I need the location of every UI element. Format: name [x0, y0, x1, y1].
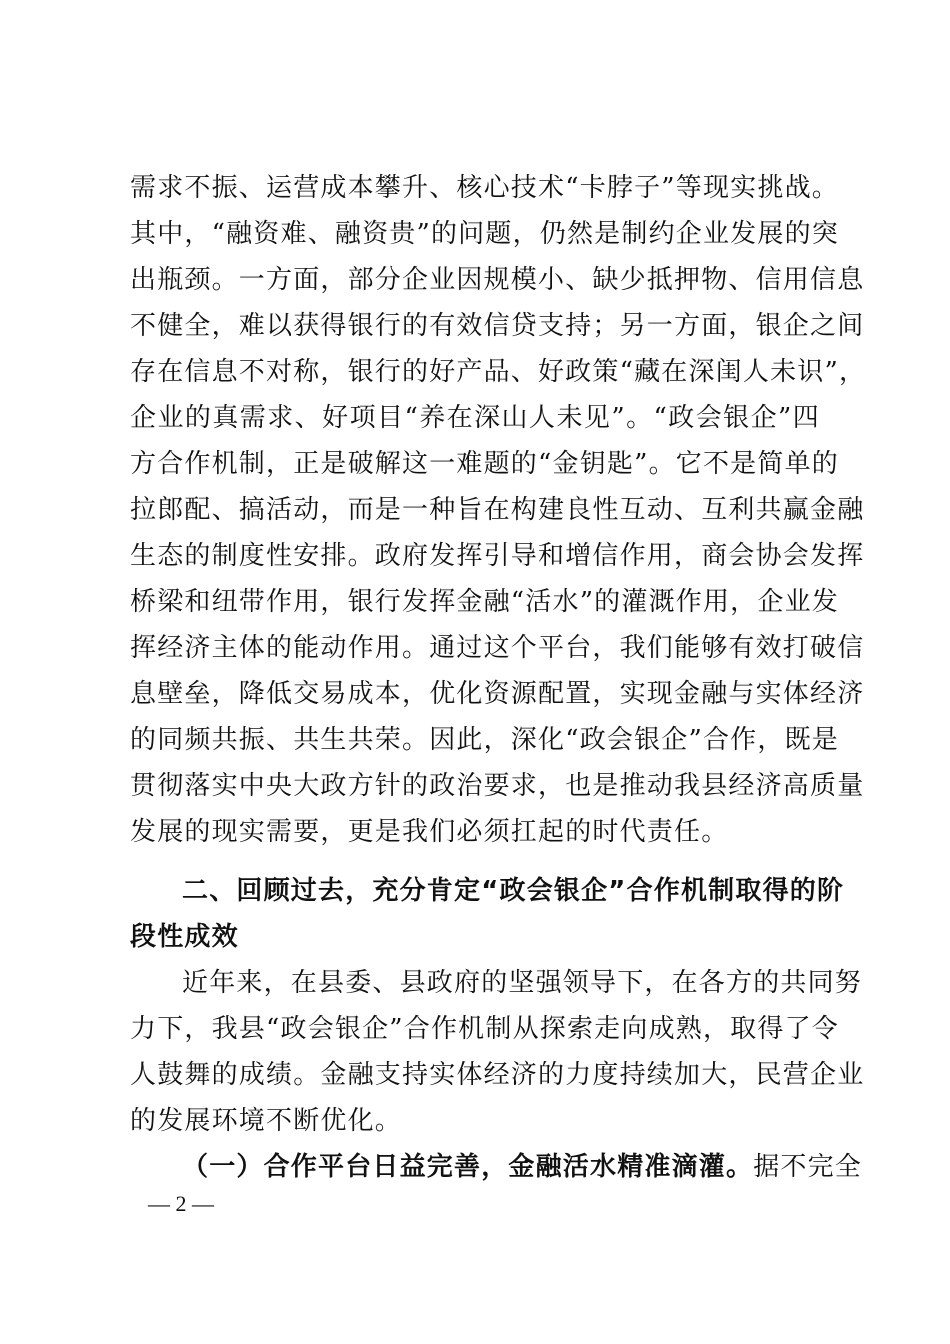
paragraph-line: 拉郎配、搞活动，而是一种旨在构建良性互动、互利共赢金融	[130, 495, 865, 525]
paragraph-line: 需求不振、运营成本攀升、核心技术“卡脖子”等现实挑战。	[130, 173, 839, 203]
paragraph-line: 挥经济主体的能动作用。通过这个平台，我们能够有效打破信	[130, 633, 865, 663]
paragraph-line: 存在信息不对称，银行的好产品、好政策“藏在深闺人未识”，	[130, 357, 867, 387]
paragraph-platform	[130, 1144, 863, 1190]
paragraph-line: 出瓶颈。一方面，部分企业因规模小、缺少抵押物、信用信息	[130, 265, 865, 295]
paragraph-line: 的同频共振、共生共荣。因此，深化“政会银企”合作，既是	[130, 725, 839, 755]
section-heading	[130, 868, 845, 960]
paragraph-line: 力下，我县“政会银企”合作机制从探索走向成熟，取得了令	[130, 1014, 839, 1044]
paragraph-line: 的发展环境不断优化。	[130, 1106, 403, 1136]
paragraph-line	[130, 1144, 863, 1190]
paragraph-line: 桥梁和纽带作用，银行发挥金融“活水”的灌溉作用，企业发	[130, 587, 839, 617]
paragraph-line: 贯彻落实中央大政方针的政治要求，也是推动我县经济高质量	[130, 771, 865, 801]
paragraph-line: 企业的真需求、好项目“养在深山人未见”。“政会银企”四	[130, 403, 820, 433]
paragraph-line: 生态的制度性安排。政府发挥引导和增信作用，商会协会发挥	[130, 541, 865, 571]
paragraph-line: 其中，“融资难、融资贵”的问题，仍然是制约企业发展的突	[130, 219, 839, 249]
sub-heading: （一）合作平台日益完善，金融活水精准滴灌。	[182, 1152, 754, 1182]
paragraph-line: 人鼓舞的成绩。金融支持实体经济的力度持续加大，民营企业	[130, 1060, 865, 1090]
paragraph-challenges	[130, 165, 867, 855]
paragraph-achievements	[130, 960, 865, 1144]
paragraph-line: 方合作机制，正是破解这一难题的“金钥匙”。它不是简单的	[130, 449, 839, 479]
paragraph-line: 息壁垒，降低交易成本，优化资源配置，实现金融与实体经济	[130, 679, 865, 709]
page-number: — 2 —	[148, 1191, 214, 1216]
section-heading-line: 段性成效	[130, 922, 239, 952]
paragraph-text: 据不完全	[753, 1152, 863, 1182]
paragraph-line: 发展的现实需要，更是我们必须扛起的时代责任。	[130, 817, 729, 847]
paragraph-line: 近年来，在县委、县政府的坚强领导下，在各方的共同努	[182, 968, 863, 998]
section-heading-line: 二、回顾过去，充分肯定“政会银企”合作机制取得的阶	[182, 876, 845, 906]
paragraph-line: 不健全，难以获得银行的有效信贷支持；另一方面，银企之间	[130, 311, 865, 341]
